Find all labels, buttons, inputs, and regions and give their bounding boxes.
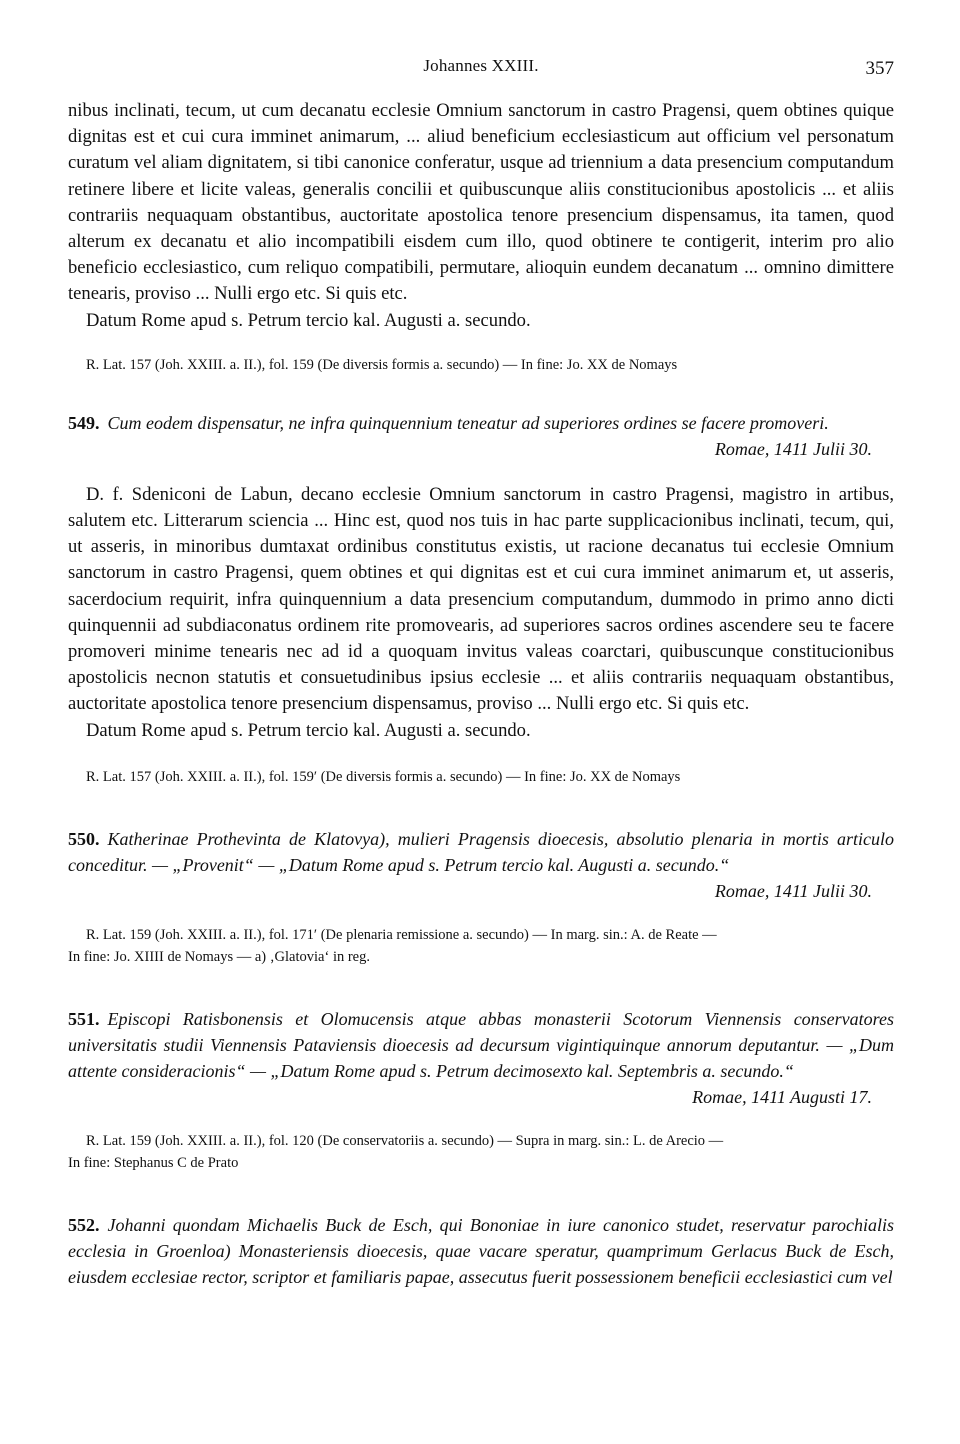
- entry-regest-text: Johanni quondam Michaelis Buck de Esch, qui Bononiae in iure canonico studet, reservatur parochialis ecclesia in Groenloa) Monasteriensis dioecesis, quae vacare speratur, quamprimum Gerlacus Buck de Esch, eiusdem ecclesiae rector, scriptor et familiaris papae, assecutus fuerit possessionem beneficii ecclesiastici cum vel: [68, 1214, 894, 1287]
- continued-source-note: R. Lat. 157 (Joh. XXIII. a. II.), fol. 159 (De diversis formis a. secundo) — In fine: Jo. XX de Nomays: [86, 356, 678, 373]
- entry-549: [68, 410, 894, 788]
- entry-dated-line: Datum Rome apud s. Petrum tercio kal. Augusti a. secundo.: [86, 719, 531, 741]
- document-page: [68, 54, 894, 1290]
- page-number: 357: [865, 58, 894, 79]
- continued-dated-line: Datum Rome apud s. Petrum tercio kal. Augusti a. secundo.: [86, 309, 531, 331]
- entry-source-note: R. Lat. 159 (Joh. XXIII. a. II.), fol. 171′ (De plenaria remissione a. secundo) — In marg. sin.: A. de Reate —: [86, 926, 717, 943]
- entry-source-note-continued: In fine: Stephanus C de Prato: [68, 1154, 239, 1171]
- entry-551: [68, 1006, 894, 1174]
- entry-regest: [68, 1006, 894, 1084]
- entry-source-note: R. Lat. 159 (Joh. XXIII. a. II.), fol. 120 (De conservatoriis a. secundo) — Supra in marg. sin.: L. de Arecio —: [86, 1132, 724, 1149]
- running-header: [68, 54, 894, 88]
- continued-body: nibus inclinati, tecum, ut cum decanatu ecclesie Omnium sanctorum in castro Pragensi, quem obtines quique dignitas est et cui cura imminet animarum, ... aliud beneficium ecclesiasticum aut officium vel personatum curatum vel aliam dignitatem, si tibi canonice conferatur, usque ad triennium a data presencium computandum retinere libere et licite valeas, generalis concilii et quibuscunque aliis constitucionibus apostolicis ... et aliis contrariis nequaquam obstantibus, auctoritate apostolica tenore presencium dispensamus, ita tamen, quod alterum ex decanatu et alio incompatibili eisdem cum illo, quod obtinere te contigerit, interim pro alio beneficio ecclesiastico, cum reliquo compatibili, permutare, alioquin eundem decanatum ... omnino dimittere tenearis, proviso ... Nulli ergo etc. Si quis etc.: [68, 100, 894, 305]
- entry-number: 552.: [68, 1214, 100, 1235]
- entry-source-note-continued: In fine: Jo. XIIII de Nomays — a) ‚Glatovia‘ in reg.: [68, 948, 370, 965]
- entry-regest: [68, 410, 894, 436]
- running-title: Johannes XXIII.: [423, 56, 539, 75]
- entry-regest: [68, 826, 894, 878]
- entry-regest-text: Katherinae Prothevinta de Klatovya), mulieri Pragensis dioecesis, absolutio plenaria in mortis articulo conceditur. — „Provenit“ — „Datum Rome apud s. Petrum tercio kal. Augusti a. secundo.“: [68, 828, 894, 875]
- entry-regest-text: Cum eodem dispensatur, ne infra quinquennium teneatur ad superiores ordines se facere promoveri.: [107, 412, 829, 433]
- entry-place-date: Romae, 1411 Augusti 17.: [692, 1086, 872, 1107]
- entry-place-date: Romae, 1411 Julii 30.: [714, 438, 872, 459]
- entry-place-date: Romae, 1411 Julii 30.: [714, 880, 872, 901]
- entry-regest: [68, 1212, 894, 1290]
- continued-document: [68, 98, 894, 376]
- entry-550: [68, 826, 894, 968]
- entry-number: 551.: [68, 1008, 100, 1029]
- entry-number: 550.: [68, 828, 100, 849]
- entry-source-note: R. Lat. 157 (Joh. XXIII. a. II.), fol. 159′ (De diversis formis a. secundo) — In fine: Jo. XX de Nomays: [86, 768, 681, 785]
- entry-regest-text: Episcopi Ratisbonensis et Olomucensis atque abbas monasterii Scotorum Viennensis conservatores universitatis studii Viennensis Pataviensis dioecesis ad decursum vigintiquinque annorum deputantur. — „Dum attente consideracionis“ — „Datum Rome apud s. Petrum decimosexto kal. Septembris a. secundo.“: [68, 1008, 894, 1081]
- entry-552: [68, 1212, 894, 1290]
- entry-body: D. f. Sdeniconi de Labun, decano ecclesie Omnium sanctorum in castro Pragensi, magistro in artibus, salutem etc. Litterarum sciencia ... Hinc est, quod nos tuis in hac parte supplicacionibus inclinati, tecum, qui, ut asseris, in minoribus dumtaxat ordinibus constitutus existis, ut racione decanatus tui ecclesie Omnium sanctorum in castro Pragensi, quem obtines et qui dignitas est et cui cura imminet animarum et, ut asseris, sacerdocium requirit, infra quinquennium a data presencium computandum, dummodo in primo anno dicti quinquennii ad subdiaconatus ordinem rite promovearis, ad superiores sacros ordines ascendere seu te facere promoveri minime tenearis nec ad id a quoquam invitus valeas coarctari, quibuscunque constitucionibus apostolicis necnon statutis et consuetudinibus ipsius ecclesie ... et aliis contrariis nequaquam obstantibus, auctoritate apostolica tenore presencium dispensamus, proviso ... Nulli ergo etc. Si quis etc.: [68, 483, 894, 715]
- entry-number: 549.: [68, 412, 100, 433]
